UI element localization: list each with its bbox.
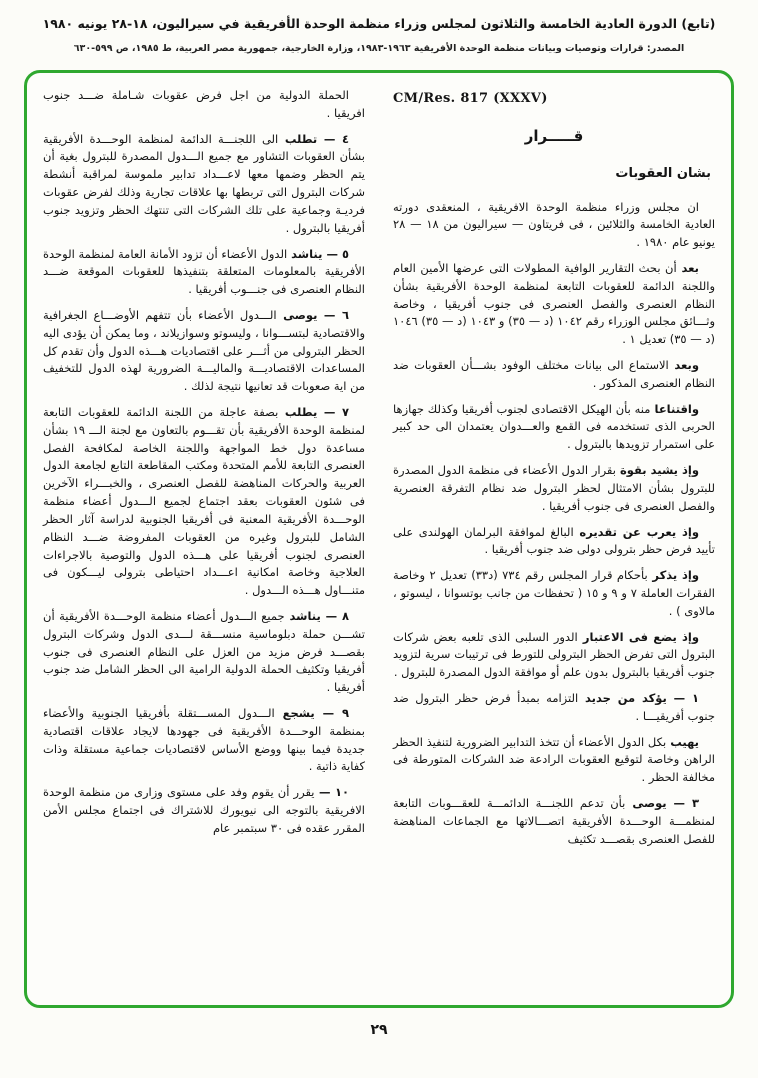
paragraph: بعد أن بحث التقارير الوافية المطولات التى عرضها الأمين العام واللجنة الدائمة للعقوبات التابعة لمنظمة الوحدة الأفريقية بشأن النظام العنصرى والفصل العنصرى فى جنوب أفريقيا ، وخاصة وثـــائق مجلس الوزراء رقم ١٠٤٢ (د — ٣٥) و ١٠٤٣ (د — ٣٥) ١٠٤٦ (د — ٣٥) تعديل ١ . — [393, 260, 716, 347]
session-title: (تابع) الدورة العادية الخامسة والثلاثون لمجلس وزراء منظمة الوحدة الأفريقية في سيراليون، ١٨-٢٨ يونيه ١٩٨٠ — [42, 16, 716, 31]
paragraph: وإذ يضع فى الاعتبار الدور السلبى الذى تلعبه بعض شركات البترول التى تفرض الحظر البترولى للتورط فى ترتيبات سرية لتزويد جنوب أفريقيا بالبترول بدون علم أو موافقة الدول المصدرة للبترول . — [393, 629, 715, 680]
paragraph-lead: وإذ يضع فى الاعتبار — [577, 629, 699, 644]
page-number: ٢٩ — [370, 1022, 388, 1038]
paragraph-lead: ٥ — يناشد — [287, 246, 349, 261]
paragraph: واقتناعا منه بأن الهيكل الاقتصادى لجنوب أفريقيا وكذلك جهازها الحربى الذى تستخدمه فى القمع والعـــدوان يعتمدان الى حد كبير على استمرار تزويدها بالبترول . — [393, 401, 715, 452]
paragraph: ٩ — يشجع الـــدول المســـتقلة بأفريقيا الجنوبية والأعضاء بمنظمة الوحـــدة الأفريقية فى جهودها لايجاد علاقات اقتصادية جديدة فيما بينها ووضع الأساس لاقتصاديات جماعية مستقلة وذات كفاية ذاتية . — [43, 706, 365, 774]
paragraph-lead: ٨ — يناشد — [284, 608, 349, 623]
paragraph-lead: وإذ يشيد بقوة — [615, 463, 699, 478]
column-right — [393, 87, 715, 991]
paragraph-lead: ٣ — يوصى — [625, 796, 699, 811]
paragraph: ١٠ — يقرر أن يقوم وفد على مستوى وزارى من منظمة الوحدة الافريقية بالتوجه الى نيويورك للاشتراك فى اجتماع مجلس الأمن المقرر عقده فى ٣٠ سبتمبر عام — [43, 785, 365, 835]
two-column-layout — [43, 87, 715, 991]
paragraph: وإذ يذكر بأحكام قرار المجلس رقم ٧٣٤ (د٣٣) تعديل ٢ وخاصة الفقرات العاملة ٧ و ٩ و ١٥ ( تحفظات من جانب بوتسوانا ، ليسوتو ، مالاوى ) . — [393, 568, 715, 618]
paragraph: ٥ — يناشد الدول الأعضاء أن تزود الأمانة العامة لمنظمة الوحدة الأفريقية بالمعلومات المتعلقة بتنفيذها للعقوبات الموقعة ضـــد النظام العنصرى فى جنـــوب أفريقيا . — [43, 246, 365, 297]
paragraph-lead: وبعد — [668, 358, 699, 373]
paragraph-lead: واقتناعا — [650, 401, 700, 416]
paragraph-lead: ٩ — يشجع — [274, 706, 349, 720]
paragraph: يهيب بكل الدول الأعضاء أن تتخذ التدابير الضرورية لتنفيذ الحظر الراهن وخاصة لتوقيع العقوبات الرادعة ضد الشركات المتورطة فى مخالفة الحظر . — [393, 734, 715, 785]
page-header — [0, 0, 758, 54]
page-footer — [0, 1022, 758, 1038]
document-frame — [24, 70, 734, 1008]
paragraph-lead: وإذ يعرب عن تقديره — [573, 524, 699, 539]
paragraph-lead: ٦ — يوصى — [276, 307, 349, 322]
paragraph-lead: ٤ — تطلب — [278, 131, 349, 146]
paragraph: الحملة الدولية من اجل فرض عقوبات شـاملة ضـــد جنوب افريقيا . — [43, 88, 365, 120]
column-left — [43, 87, 365, 991]
paragraph: وإذ يعرب عن تقديره البالغ لموافقة البرلمان الهولندى على تأييد فرض حظر بترولى دولى ضد جنوب أفريقيا . — [393, 524, 715, 557]
paragraph: وإذ يشيد بقوة بقرار الدول الأعضاء فى منظمة الدول المصدرة للبترول بشأن الامتثال لحظر البترول ضد نظام التفرقة العنصرية والفصل العنصرى فى جنوب أفريقيا . — [393, 463, 715, 513]
paragraph: ان مجلس وزراء منظمة الوحدة الافريقية ، المنعقدى دورته العادية الخامسة والثلائين ، فى فريتاون — سيراليون من ١٨ — ٢٨ يونيو عام ١٩٨٠ . — [393, 199, 716, 250]
paragraph-lead: وإذ يذكر — [647, 568, 699, 583]
resolution-title: قـــــرار — [524, 127, 584, 146]
right-paragraphs — [393, 199, 715, 849]
paragraph: ٤ — تطلب الى اللجنـــة الدائمة لمنظمة الوحـــدة الأفريقية بشأن العقوبات التشاور مع جميع الـــدول المصدرة للبترول بغية أن يتم الحظر وضمها معها لاعـــداد تدابير ملموسة لمراقبة أنشطة شركات البترول التى تربطها بها علاقات تجارية وذلك لفرض عقوبات فرديـة وجماعية على تلك الشركات التى تنتهك الحظر وتزويد جنوب أفريقيا بالبترول . — [43, 131, 365, 235]
paragraph-lead: بعد — [676, 260, 699, 275]
paragraph: وبعد الاستماع الى بيانات مختلف الوفود بشـــأن العقوبات ضد النظام العنصرى المذكور . — [393, 358, 715, 390]
paragraph-lead: ١٠ — — [314, 785, 349, 800]
paragraph: ١ — يؤكد من جديد التزامه بمبدأ فرض حظر البترول ضد جنوب أفريقيـــا . — [393, 691, 715, 723]
resolution-ref: CM/Res. 817 (XXXV) — [393, 91, 548, 106]
paragraph: ٧ — يطلب بصفة عاجلة من اللجنة الدائمة للعقوبات التابعة لمنظمة الوحدة الأفريقية بأن تقـــوم بالتعاون مع لجنة الـــ ١٩ بشأن مساعدة دول خط المواجهة واللجنة الخاصة لمكافحة الفصل العنصرى التابعة للأمم المتحدة ومكتب المقاطعة التابع لجامعة الدول العربية والحركات المناهضة للفصل العنصرى ، والخبـــراء الآخرين فى شئون العقوبات بعقد اجتماع لجميع الـــدول أعضاء منظمة الوحـــدة الأفريقية المعنية فى أفريقيا الجنوبية لدراسة آثار الحظر الشامل للبترول وغيره من العقوبات المفروضة ضـــد النظام العنصرى لجنوب أفريقيا على هـــذه الدول والتوصية بالاجراءات العلاجية وخاصة امكانية اعـــداد احتياطى بترولى ليـــكون فى متنـــاول هـــذه الـــدول . — [43, 405, 365, 598]
left-paragraphs — [43, 87, 365, 838]
resolution-subtitle: بشان العقوبات — [615, 166, 711, 182]
paragraph-lead: ١ — يؤكد من جديد — [578, 691, 699, 706]
paragraph: ٦ — يوصى الـــدول الأعضاء بأن تتفهم الأوضـــاع الجغرافية والاقتصادية لبتســـوانا ، وليسوتو وسوازيلاند ، وما يمكن أن يؤدى اليه الحظر البترولى من أثـــر على اقتصاديات هـــذه الدول وأن تقدم كل المساعدات الاقتصاديـــة والماليـــة الضرورية لهذه الدول للتخفيف من اية صعوبات قد تعانيها نتيجة لذلك . — [43, 307, 365, 394]
paragraph-lead: يهيب — [666, 734, 699, 749]
source-line: المصدر: قرارات وتوصيات وبيانات منظمة الوحدة الأفريقية ١٩٦٣-١٩٨٣، وزارة الخارجية، جمهورية مصر العربية، ط ١٩٨٥، ص ٥٩٩-٦٣٠ — [73, 43, 685, 54]
paragraph: ٨ — يناشد جميع الـــدول أعضاء منظمة الوحـــدة الأفريقية أن تشـــن حملة دبلوماسية منســـقة لـــدى الدول وشركات البترول بقصـــد فرض مزيد من العزل على النظام العنصرى فى جنوب أفريقيا وتكثيف الحملة الدولية الرامية الى الحظر الشامل ضد جنوب أفريقيا . — [43, 608, 365, 695]
paragraph: ٣ — يوصى بأن تدعم اللجنـــة الدائمـــة للعقـــوبات التابعة لمنظمـــة الوحـــدة الأفريقية اتصـــالاتها مع الجماعات المناهضة للفصل العنصرى بقصـــد تكثيف — [393, 796, 715, 846]
paragraph-lead: ٧ — يطلب — [278, 405, 349, 419]
